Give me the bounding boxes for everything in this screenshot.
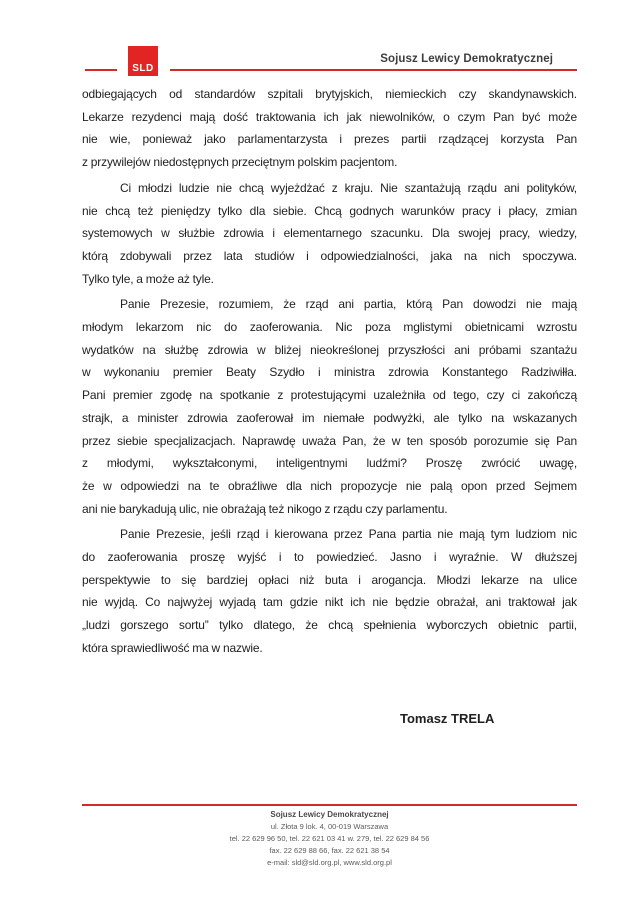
text-line: młodym lekarzom nic do zaoferowania. Nic poza mglistymi obietnicami wzrostu [82, 320, 577, 335]
paragraph [82, 293, 577, 520]
paragraph [82, 177, 577, 291]
text-line: przez siebie specjalizacjach. Naprawdę uważa Pan, że w ten sposób porozumie się Pan [82, 433, 577, 448]
footer-email: e-mail: sld@sld.org.pl, www.sld.org.pl [267, 858, 392, 867]
text-line: do zaoferowania proszę wyjść i to powiedzieć. Jasno i wyraźnie. W dłuższej [82, 550, 577, 565]
text-line: Panie Prezesie, rozumiem, że rząd ani partia, którą Pan dowodzi nie mają [120, 297, 577, 312]
text-line: że w odpowiedzi na te obraźliwe dla nich propozycje nie palą opon przed Sejmem [82, 478, 577, 493]
paragraph [82, 83, 577, 174]
text-line: „ludzi gorszego sortu” tylko dlatego, że chcą spełnienia wyborczych obietnic partii, [82, 618, 577, 633]
text-line: strajk, a minister zdrowia zaoferował im niemałe podwyżki, ale tylko na wskazanych [82, 410, 577, 425]
sld-logo-text: SLD [132, 63, 154, 74]
text-line: z młodymi, wykształconymi, inteligentnymi ludźmi? Proszę zwrócić uwagę, [82, 456, 577, 471]
text-line: Lekarze rezydenci mają dość traktowania ich jak niewolników, o czym Pan być może [82, 109, 577, 124]
text-line: perspektywie to się bardziej opłaci niż buta i arogancja. Młodzi lekarze na ulice [82, 572, 577, 587]
text-line: Tylko tyle, a może aż tyle. [82, 271, 214, 286]
sld-logo [128, 46, 158, 76]
text-line: w wykonaniu premier Beaty Szydło i ministra zdrowia Konstantego Radziwiłła. [82, 365, 577, 380]
letter-body [82, 83, 577, 663]
footer-org-name: Sojusz Lewicy Demokratycznej [270, 810, 389, 819]
text-line: ani nie barykadują ulic, nie obrażają też nikogo z rządu czy parlamentu. [82, 501, 448, 516]
footer-phone: tel. 22 629 96 50, tel. 22 621 03 41 w. 279, tel. 22 629 84 56 [229, 834, 430, 843]
text-line: Ci młodzi ludzie nie chcą wyjeżdżać z kraju. Nie szantażują rządu ani polityków, [120, 180, 577, 195]
text-line: Panie Prezesie, jeśli rząd i kierowana przez Pana partia nie mają tym ludziom nic [120, 527, 577, 542]
text-line: odbiegających od standardów szpitali brytyjskich, niemieckich czy skandynawskich. [82, 87, 577, 101]
text-line: którą zdobywali przez lata studiów i odpowiedzialności, jaka na nich spoczywa. [82, 248, 577, 263]
text-line: z przywilejów niedostępnych przeciętnym polskim pacjentom. [82, 155, 398, 170]
header-left-dash [85, 69, 117, 71]
footer-block [82, 809, 577, 869]
text-line: która sprawiedliwość ma w nazwie. [82, 640, 263, 655]
text-line: nie wie, ponieważ jako parlamentarzysta i prezes partii rządzącej korzysta Pan [82, 132, 577, 147]
text-line: nie wyjdą. Co najwyżej wyjadą tam gdzie nikt ich nie będzie obrażał, ani traktował jak [82, 595, 577, 610]
footer-fax: fax. 22 629 88 66, fax. 22 621 38 54 [269, 846, 390, 855]
paragraph [82, 523, 577, 659]
text-line: nie chcą też pieniędzy tylko dla siebie. Chcą godnych warunków pracy i płacy, zmian [82, 203, 577, 218]
signature-name: Tomasz TRELA [400, 711, 495, 726]
text-line: Pani premier zgodę na spotkanie z protestującymi uzależniła od tego, czy ci zakończą [82, 388, 577, 403]
header-org-name: Sojusz Lewicy Demokratycznej [380, 53, 553, 65]
header-rule [170, 69, 577, 71]
footer-address: ul. Złota 9 lok. 4, 00-019 Warszawa [270, 822, 389, 831]
text-line: wydatków na służbę zdrowia w bliżej nieokreślonej przyszłości ani próbami szantażu [82, 342, 577, 357]
footer-rule [82, 804, 577, 806]
text-line: systemowych w służbie zdrowia i elementarnego szacunku. Dla swojej pracy, wiedzy, [82, 226, 577, 241]
